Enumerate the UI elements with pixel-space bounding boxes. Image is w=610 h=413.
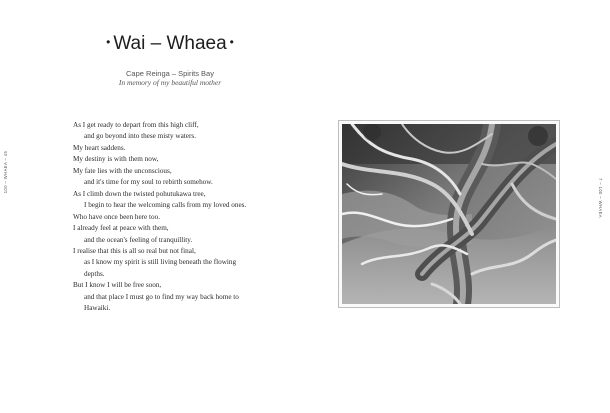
poem-line: I realise that this is all so real but not final,: [73, 246, 196, 255]
poem-title: [50, 33, 290, 55]
photo-frame: [338, 120, 560, 308]
title-bullet-right: •: [229, 35, 234, 49]
poem-line: depths.: [84, 269, 105, 278]
poem-line: and it's time for my soul to rebirth somehow.: [84, 178, 213, 187]
left-running-head: 100 – WHAEA – 45: [3, 150, 8, 194]
poem-body: [73, 120, 283, 315]
poem-line: and the ocean's feeling of tranquillity.: [84, 235, 193, 244]
poem-line: and that place I must go to find my way back home to: [84, 292, 239, 301]
poem-line: Who have once been here too.: [73, 212, 161, 221]
poem-line: Hawaiki.: [84, 304, 111, 313]
poem-line: As I climb down the twisted pohutukawa tree,: [73, 189, 206, 198]
poem-line: But I know I will be free soon,: [73, 281, 162, 290]
poem-line: and go beyond into these misty waters.: [84, 132, 196, 141]
poem-dedication: In memory of my beautiful mother: [118, 78, 222, 87]
title-bullet-left: •: [106, 35, 111, 49]
poem-line: My fate lies with the unconscious,: [73, 166, 172, 175]
tree-roots-photo: [342, 124, 556, 304]
poem-subtitle: Cape Reinga – Spirits Bay: [126, 69, 214, 78]
poem-title-text: Wai – Whaea: [113, 33, 227, 54]
poem-line: as I know my spirit is still living beneath the flowing: [84, 258, 237, 267]
poem-line: My destiny is with them now,: [73, 155, 159, 164]
poem-line: As I get ready to depart from this high cliff,: [73, 121, 199, 129]
right-running-head: 7 – 100 – WHAEA: [598, 178, 603, 218]
poem-line: My heart saddens.: [73, 143, 126, 152]
poem-line: I begin to hear the welcoming calls from my loved ones.: [84, 201, 247, 210]
poem-line: I already feel at peace with them,: [73, 224, 169, 233]
